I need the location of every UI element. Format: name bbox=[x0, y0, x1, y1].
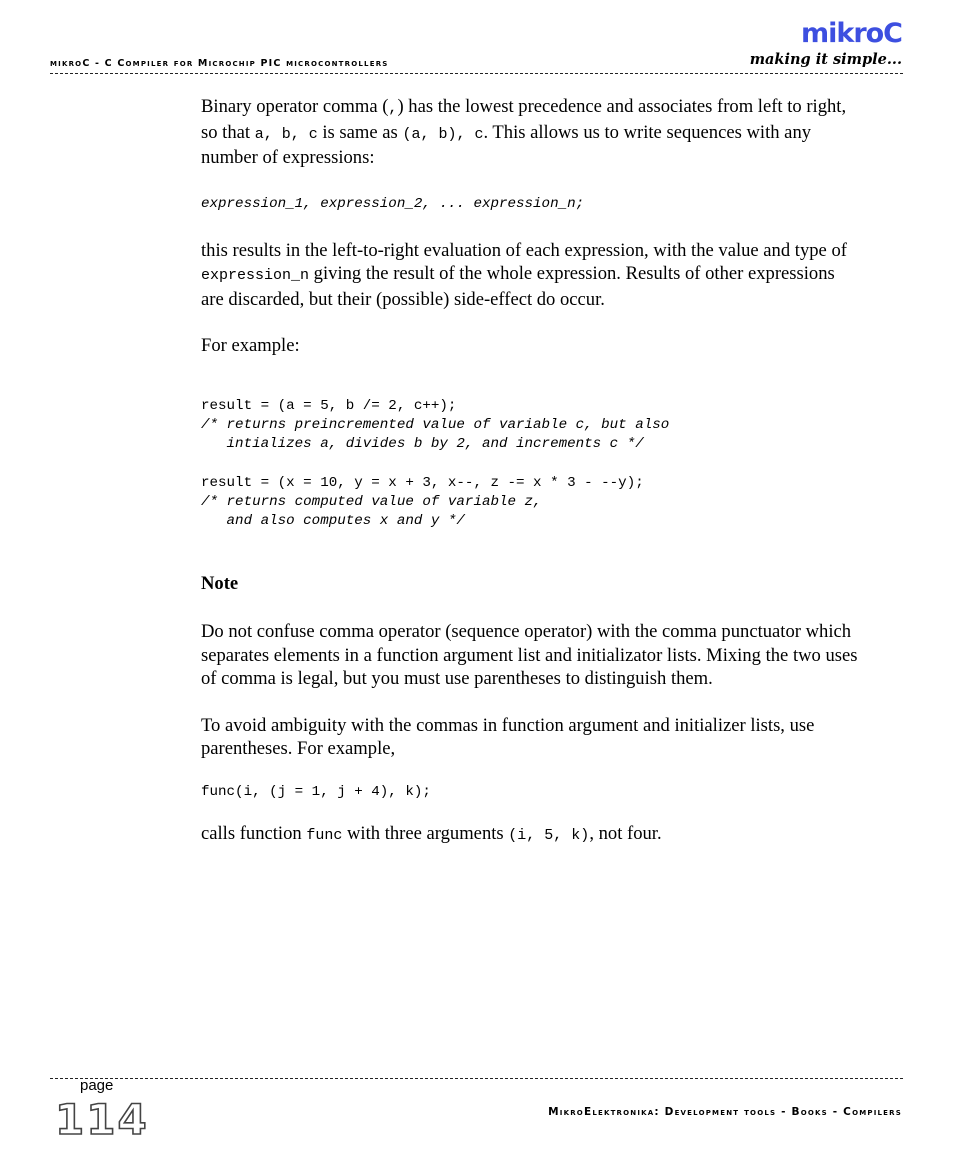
code-line: /* returns preincremented value of variable c, but also bbox=[201, 417, 670, 434]
inline-code: (i, 5, k) bbox=[508, 827, 590, 845]
code-line: result = (a = 5, b /= 2, c++); bbox=[201, 397, 457, 414]
code-line bbox=[201, 455, 861, 474]
running-header-title: mikroC - C Compiler for Microchip PIC microcontrollers bbox=[50, 58, 389, 69]
inline-code: expression_n bbox=[201, 267, 310, 285]
brand-logo: mikroC bbox=[800, 18, 902, 49]
page-content bbox=[201, 95, 861, 848]
page-number: 114 bbox=[55, 1095, 149, 1144]
inline-code: , bbox=[388, 100, 398, 117]
code-block-examples bbox=[201, 378, 861, 532]
paragraph-func-call: calls function func with three arguments (i, 5, k), not four. bbox=[201, 823, 662, 845]
inline-code: func bbox=[306, 827, 343, 845]
paragraph-ambiguity: To avoid ambiguity with the commas in function argument and initializer lists, use parentheses. For example, bbox=[201, 714, 815, 760]
code-line: result = (x = 10, y = x + 3, x--, z -= x * 3 - --y); bbox=[201, 474, 644, 491]
inline-code: a, b, c bbox=[254, 125, 318, 143]
code-block-func: func(i, (j = 1, j + 4), k); bbox=[201, 783, 431, 800]
paragraph-comma-operator: Binary operator comma (,) has the lowest precedence and associates from left to right, so that a, b, c is same as (a, b), c. This allows us to write sequences with any number of expressions: bbox=[201, 96, 847, 168]
code-line: /* returns computed value of variable z, bbox=[201, 493, 542, 510]
note-heading: Note bbox=[201, 573, 239, 595]
footer-text: MikroElektronika: Development tools - Books - Compilers bbox=[548, 1106, 902, 1118]
paragraph-note: Do not confuse comma operator (sequence operator) with the comma punctuator which separates elements in a function argument list and initializator lists. Mixing the two uses of comma is legal, but you must use parentheses to distinguish them. bbox=[201, 621, 858, 690]
page-label: page bbox=[80, 1077, 114, 1094]
code-line: and also computes x and y */ bbox=[201, 513, 465, 530]
footer-divider bbox=[50, 1078, 903, 1079]
header-divider bbox=[50, 73, 903, 74]
paragraph-evaluation: this results in the left-to-right evaluation of each expression, with the value and type of expression_n giving the result of the whole expression. Results of other expressions are discarded, but their (possible) side-effect do occur. bbox=[201, 239, 847, 310]
inline-code: (a, b), c bbox=[402, 125, 484, 143]
code-block-sequence: expression_1, expression_2, ... expression_n; bbox=[201, 195, 585, 212]
paragraph-for-example: For example: bbox=[201, 335, 300, 357]
code-line: intializes a, divides b by 2, and increments c */ bbox=[201, 436, 644, 453]
brand-tagline: making it simple... bbox=[749, 51, 902, 68]
